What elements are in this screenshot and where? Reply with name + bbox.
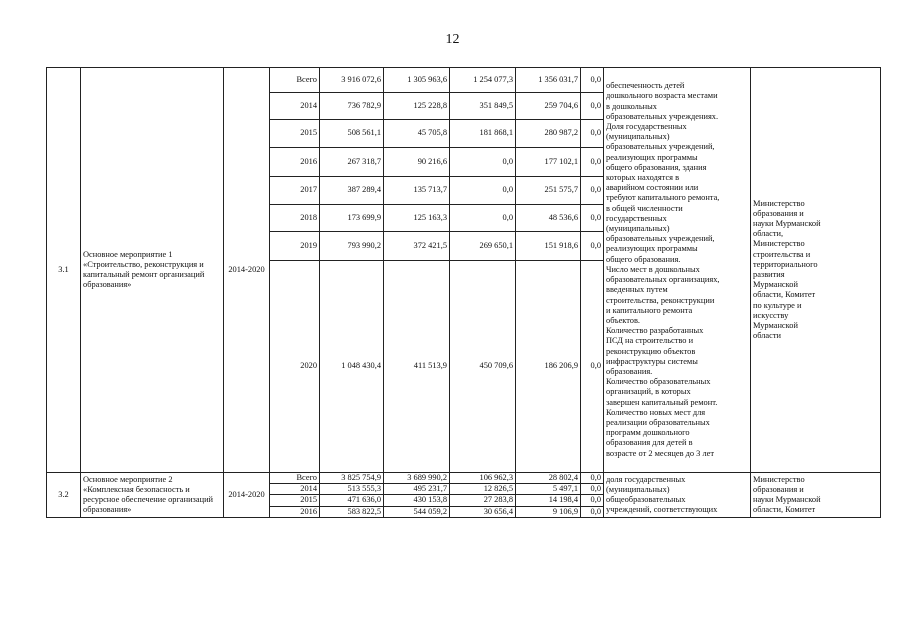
value-cell-c5: 0,0 (581, 232, 604, 261)
value-cell-c2: 90 216,6 (384, 148, 450, 177)
year-cell: 2019 (270, 232, 320, 261)
value-cell-c3: 181 868,1 (450, 120, 516, 148)
year-cell: Всего (270, 68, 320, 93)
indicator-line: Количество разработанных (606, 326, 704, 336)
indicator-line: реализующих программы (606, 244, 698, 254)
value-cell-c4: 14 198,4 (516, 495, 581, 506)
indicator-line: образовательных учреждений, (606, 234, 715, 244)
indicator-line: общеобразовательных (606, 494, 686, 504)
value-cell-c2: 125 228,8 (384, 93, 450, 120)
year-cell: 2014 (270, 484, 320, 495)
indicator-line: государственных (606, 213, 667, 223)
value-cell-c4: 1 356 031,7 (516, 68, 581, 93)
indicators-cell (604, 473, 751, 518)
executor-line: образования и (753, 208, 804, 218)
indicator-line: в дошкольных (606, 101, 657, 111)
executor-line: строительства и (753, 249, 811, 259)
row-number: 3.1 (47, 68, 81, 473)
value-cell-total: 793 990,2 (320, 232, 384, 261)
value-cell-total: 173 699,9 (320, 205, 384, 232)
indicator-line: реализации образовательных (606, 417, 710, 427)
indicator-line: дошкольного возраста местами (606, 91, 718, 101)
period: 2014-2020 (224, 473, 270, 518)
executor-line: Министерство (753, 474, 805, 484)
executor-cell (751, 473, 881, 518)
value-cell-c3: 106 962,3 (450, 473, 516, 484)
value-cell-total: 267 318,7 (320, 148, 384, 177)
year-cell: 2017 (270, 177, 320, 205)
value-cell-c4: 151 918,6 (516, 232, 581, 261)
value-cell-c4: 251 575,7 (516, 177, 581, 205)
indicator-line: возрасте от 2 месяцев до 3 лет (606, 448, 715, 458)
indicator-line: ПСД на строительство и (606, 336, 694, 346)
value-cell-c2: 372 421,5 (384, 232, 450, 261)
value-cell-total: 3 825 754,9 (320, 473, 384, 484)
indicator-line: доля государственных (606, 474, 686, 484)
year-cell: 2016 (270, 148, 320, 177)
year-cell: 2018 (270, 205, 320, 232)
table-row (47, 473, 881, 484)
value-cell-c2: 544 059,2 (384, 506, 450, 517)
value-cell-c2: 411 513,9 (384, 261, 450, 473)
indicator-line: реконструкцию объектов (606, 346, 696, 356)
executor-line: развития (753, 270, 785, 279)
indicator-line: введенных путем (606, 285, 668, 295)
year-cell: 2014 (270, 93, 320, 120)
value-cell-c5: 0,0 (581, 148, 604, 177)
value-cell-c3: 351 849,5 (450, 93, 516, 120)
year-cell: 2016 (270, 506, 320, 517)
value-cell-c2: 125 163,3 (384, 205, 450, 232)
value-cell-c5: 0,0 (581, 506, 604, 517)
indicator-line: в общей численности (606, 203, 683, 213)
indicator-line: учреждений, соответствующих (606, 505, 718, 515)
indicator-line: образовательных учреждениях. (606, 111, 719, 121)
value-cell-c4: 177 102,1 (516, 148, 581, 177)
indicator-line: строительства, реконструкции (606, 295, 715, 305)
value-cell-c5: 0,0 (581, 93, 604, 120)
indicator-line: и капитального ремонта (606, 305, 693, 315)
executor-line: области, (753, 229, 784, 239)
value-cell-c5: 0,0 (581, 120, 604, 148)
indicators-cell (604, 68, 751, 473)
executor-line: области, Комитет (753, 290, 816, 300)
value-cell-c5: 0,0 (581, 484, 604, 495)
indicator-line: общего образования. (606, 254, 681, 264)
value-cell-c3: 30 656,4 (450, 506, 516, 517)
value-cell-c3: 450 709,6 (450, 261, 516, 473)
value-cell-c2: 1 305 963,6 (384, 68, 450, 93)
value-cell-total: 513 555,3 (320, 484, 384, 495)
page-number: 12 (445, 32, 460, 47)
executor-line: науки Мурманской (753, 218, 821, 228)
executor-line: искусству (753, 310, 789, 320)
indicator-line: общего образования, здания (606, 162, 707, 172)
measure-name: Основное мероприятие 2 «Комплексная безопасность и ресурсное обеспечение организаций образования» (81, 473, 224, 518)
indicator-line: обеспеченность детей (606, 81, 685, 91)
year-cell: 2020 (270, 261, 320, 473)
value-cell-c2: 430 153,8 (384, 495, 450, 506)
value-cell-c3: 1 254 077,3 (450, 68, 516, 93)
indicator-line: программ дошкольного (606, 428, 690, 438)
value-cell-c5: 0,0 (581, 68, 604, 93)
indicator-line: Количество новых мест для (606, 407, 706, 417)
year-cell: 2015 (270, 495, 320, 506)
executor-line: образования и (753, 484, 804, 494)
value-cell-c5: 0,0 (581, 261, 604, 473)
program-table (46, 67, 881, 518)
value-cell-c2: 495 231,7 (384, 484, 450, 495)
indicator-line: образования для детей в (606, 438, 693, 448)
value-cell-c3: 0,0 (450, 148, 516, 177)
executor-line: науки Мурманской (753, 494, 821, 504)
table-row (47, 68, 881, 93)
value-cell-c4: 28 802,4 (516, 473, 581, 484)
indicator-line: (муниципальных) (606, 224, 670, 234)
indicator-line: инфраструктуры системы (606, 356, 698, 366)
value-cell-c4: 259 704,6 (516, 93, 581, 120)
value-cell-total: 508 561,1 (320, 120, 384, 148)
value-cell-total: 736 782,9 (320, 93, 384, 120)
indicator-line: которых находятся в (606, 173, 680, 183)
value-cell-c4: 186 206,9 (516, 261, 581, 473)
indicator-line: объектов. (606, 315, 641, 325)
value-cell-c5: 0,0 (581, 205, 604, 232)
indicator-line: Количество образовательных (606, 377, 711, 387)
indicator-line: Число мест в дошкольных (606, 264, 700, 274)
value-cell-c4: 48 536,6 (516, 205, 581, 232)
executor-line: Мурманской (753, 280, 798, 290)
executor-line: области (753, 331, 781, 341)
indicator-line: Доля государственных (606, 122, 687, 132)
value-cell-c4: 5 497,1 (516, 484, 581, 495)
indicator-line: (муниципальных) (606, 484, 670, 494)
indicator-line: завершен капитальный ремонт. (606, 397, 718, 407)
indicator-line: образовательных учреждений, (606, 142, 715, 152)
value-cell-c3: 27 283,8 (450, 495, 516, 506)
indicator-line: реализующих программы (606, 152, 698, 162)
year-cell: Всего (270, 473, 320, 484)
value-cell-c2: 3 689 990,2 (384, 473, 450, 484)
indicator-line: требуют капитального ремонта, (606, 193, 720, 203)
value-cell-c3: 12 826,5 (450, 484, 516, 495)
row-group-3-1 (47, 68, 881, 473)
value-cell-total: 1 048 430,4 (320, 261, 384, 473)
value-cell-total: 387 289,4 (320, 177, 384, 205)
executor-cell (751, 68, 881, 473)
value-cell-c5: 0,0 (581, 177, 604, 205)
indicator-line: образования. (606, 366, 653, 376)
indicator-line: образовательных организациях, (606, 275, 720, 285)
measure-name: Основное мероприятие 1 «Строительство, реконструкция и капитальный ремонт организаций образования» (81, 68, 224, 473)
value-cell-c4: 280 987,2 (516, 120, 581, 148)
value-cell-total: 471 636,0 (320, 495, 384, 506)
value-cell-c2: 135 713,7 (384, 177, 450, 205)
indicator-line: организаций, в которых (606, 387, 691, 397)
period: 2014-2020 (224, 68, 270, 473)
row-number: 3.2 (47, 473, 81, 518)
value-cell-c3: 0,0 (450, 205, 516, 232)
value-cell-c5: 0,0 (581, 495, 604, 506)
value-cell-c3: 269 650,1 (450, 232, 516, 261)
year-cell: 2015 (270, 120, 320, 148)
executor-line: Министерство (753, 239, 805, 249)
indicator-line: (муниципальных) (606, 132, 670, 142)
value-cell-c2: 45 705,8 (384, 120, 450, 148)
value-cell-total: 583 822,5 (320, 506, 384, 517)
executor-line: территориального (753, 259, 818, 269)
value-cell-total: 3 916 072,6 (320, 68, 384, 93)
indicator-line: аварийном состоянии или (606, 183, 699, 193)
executor-line: области, Комитет (753, 505, 816, 515)
value-cell-c3: 0,0 (450, 177, 516, 205)
executor-line: Мурманской (753, 321, 798, 331)
executor-line: по культуре и (753, 300, 802, 310)
row-group-3-2 (47, 473, 881, 518)
value-cell-c5: 0,0 (581, 473, 604, 484)
executor-line: Министерство (753, 198, 805, 208)
value-cell-c4: 9 106,9 (516, 506, 581, 517)
